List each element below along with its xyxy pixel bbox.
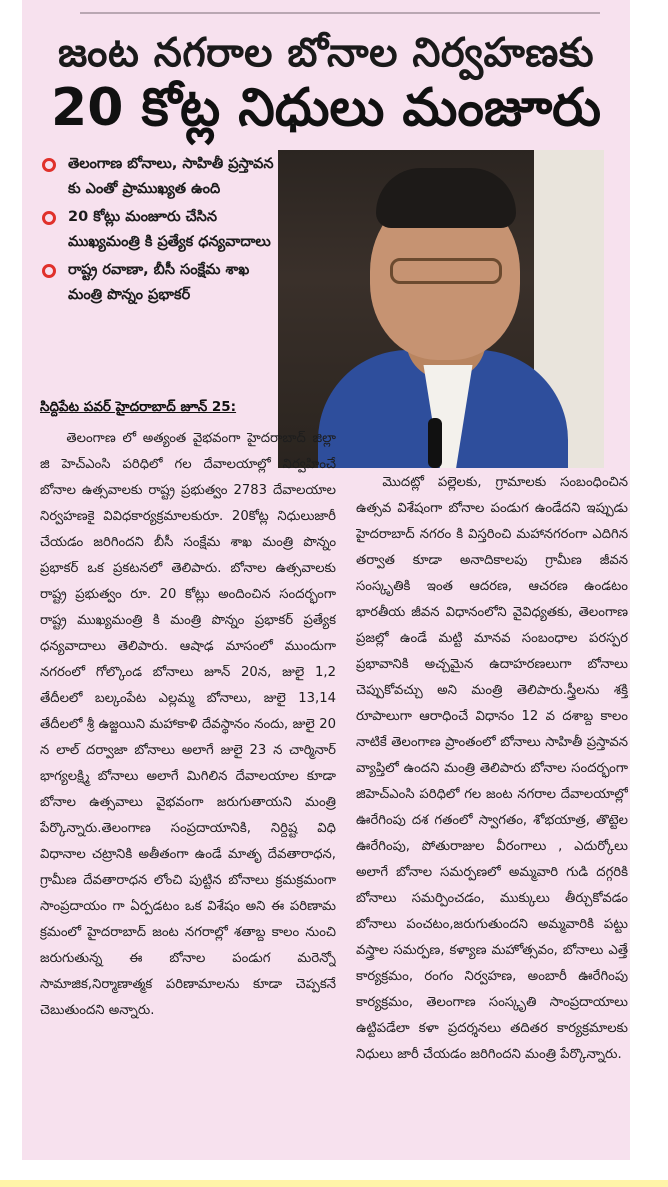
article-column-left bbox=[40, 426, 336, 1146]
article-column-right bbox=[356, 470, 628, 1150]
headline-line-2: 20 కోట్ల నిధులు మంజూరు bbox=[51, 78, 601, 138]
highlight-text: తెలంగాణ బోనాలు, సాహితీ ప్రస్తావన కు ఎంతో ప్రాముఖ్యత ఉంది bbox=[68, 156, 274, 197]
highlight-text: రాష్ట్ర రవాణా, బీసీ సంక్షేమ శాఖ మంత్రి పొన్నం ప్రభాకర్ bbox=[68, 262, 250, 303]
bullet-circle-icon bbox=[42, 158, 56, 172]
highlight-item bbox=[38, 152, 274, 202]
bullet-circle-icon bbox=[42, 211, 56, 225]
highlight-item bbox=[38, 205, 274, 255]
headline-line-1: జంట నగరాల బోనాల నిర్వహణకు bbox=[57, 30, 595, 76]
newspaper-clipping bbox=[22, 0, 630, 1160]
bullet-circle-icon bbox=[42, 264, 56, 278]
highlights-list bbox=[38, 152, 274, 311]
article-text-left: తెలంగాణ లో అత్యంత వైభవంగా హైదరాబాద్ జిల్లా జి హెచ్ఎంసి పరిధిలో గల దేవాలయాల్లో నిర్వహించే బోనాల ఉత్సవాలకు రాష్ట్ర ప్రభుత్వం 2783 దేవాలయాల నిర్వహణకై వివిధకార్యక్రమాలకురూ. 20కోట్ల నిధులుజారీ చేయడం జరిగిందని బీసీ సంక్షేమ శాఖ మంత్రి పొన్నం ప్రభాకర్ ఒక ప్రకటనలో తెలిపారు. బోనాల ఉత్సవాలకు రాష్ట్ర ప్రభుత్వం రూ. 20 కోట్లు అందించిన సందర్భంగా రాష్ట్ర ముఖ్యమంత్రి కి మంత్రి పొన్నం ప్రభాకర్ ప్రత్యేక ధన్యవాదాలు తెలిపారు. ఆషాఢ మాసంలో ముందుగా నగరంలో గోల్కొండ బోనాలు జూన్ 20న, జులై 1,2 తేదీలలో బల్కంపేట ఎల్లమ్మ బోనాలు, జులై 13,14 తేదీలలో శ్రీ ఉజ్జయిని మహాకాళి దేవస్థానం నందు, జులై 20 న లాల్ దర్వాజా బోనాలు అలాగే జులై 23 న చార్మినార్ భాగ్యలక్ష్మి బోనాలు అలాగే మిగిలిన దేవాలయాల కూడా బోనాల ఉత్సవాలు వైభవంగా జరుగుతాయని మంత్రి పేర్కొన్నారు.తెలంగాణ సంప్రదాయానికి, నిర్దిష్ట విధి విధానాల చట్రానికి అతీతంగా ఉండే మాతృ దేవతారాధన, గ్రామీణ దేవతారాధన లోంచి పుట్టిన బోనాలు క్రమక్రమంగా సాంప్రదాయం గా ఏర్పడటం ఒక విశేషం అని ఈ పరిణామ క్రమంలో హైదరాబాద్ జంట నగరాల్లో శతాబ్ద కాలం నుంచి జరుగుతున్న ఈ బోనాల పండుగ మరెన్నో సామాజిక,నిర్మాణాత్మక పరిణామాలను కూడా చెప్పకనే చెబుతుందని అన్నారు. bbox=[40, 431, 336, 1018]
minister-portrait-photo bbox=[278, 150, 604, 468]
top-divider bbox=[80, 12, 600, 14]
highlight-text: 20 కోట్లు మంజూరు చేసిన ముఖ్యమంత్రి కి ప్రత్యేక ధన్యవాదాలు bbox=[68, 209, 271, 250]
highlight-item bbox=[38, 258, 274, 308]
bottom-strip bbox=[0, 1180, 668, 1187]
microphone-icon bbox=[428, 418, 442, 468]
dateline: సిద్దిపేట పవర్ హైదరాబాద్ జూన్ 25: bbox=[40, 399, 237, 415]
article-text-right: మొదట్లో పల్లెలకు, గ్రామాలకు సంబంధించిన ఉత్సవ విశేషంగా బోనాల పండుగ ఉండేదని ఇప్పుడు హైదరాబాద్ నగరం కి విస్తరించి మహానగరంగా ఎదిగిన తర్వాత కూడా అనాదికాలపు గ్రామీణ జీవన సంస్కృతికి ఇంత ఆదరణ, ఆచరణ ఉండటం భారతీయ జీవన విధానంలోని వైవిధ్యతకు, తెలంగాణ ప్రజల్లో ఉండే మట్టి మానవ సంబంధాల పరస్పర ప్రభావానికి అచ్చమైన ఉదాహరణలుగా బోనాలు చెప్పుకోవచ్చు అని మంత్రి తెలిపారు.స్త్రీలను శక్తి రూపాలుగా ఆరాధించే విధానం 12 వ దశాబ్ద కాలం నాటికే తెలంగాణ ప్రాంతంలో బోనాలు సాహితీ ప్రస్తావన వ్యాప్తిలో ఉందని మంత్రి తెలిపారు బోనాల సందర్భంగా జిహెచ్ఎంసి పరిధిలో గల జంట నగరాల దేవాలయాల్లో ఊరేగింపు దశ గతంలో స్వాగతం, శోభయాత్ర, తొట్టెల ఊరేగింపు, పోతురాజుల వీరంగాలు , ఎదుర్కోలు అలాగే బోనాల సమర్పణలో అమ్మవారి గుడి దగ్గరికి బోనాలు సమర్పించడం, ముక్కులు తీర్చుకోవడం బోనాలు పంచటం,జరుగుతుందని అమ్మవారికి పట్టు వస్త్రాల సమర్పణ, కళ్యాణ మహోత్సవం, బోనాలు ఎత్తే కార్యక్రమం, రంగం నిర్వహణ, అంబారీ ఊరేగింపు కార్యక్రమం, తెలంగాణ సంస్కృతి సాంప్రదాయాలు ఉట్టిపడేలా కళా ప్రదర్శనలు తదితర కార్యక్రమాలకు నిధులు జారీ చేయడం జరిగిందని మంత్రి పేర్కొన్నారు. bbox=[356, 475, 628, 1062]
